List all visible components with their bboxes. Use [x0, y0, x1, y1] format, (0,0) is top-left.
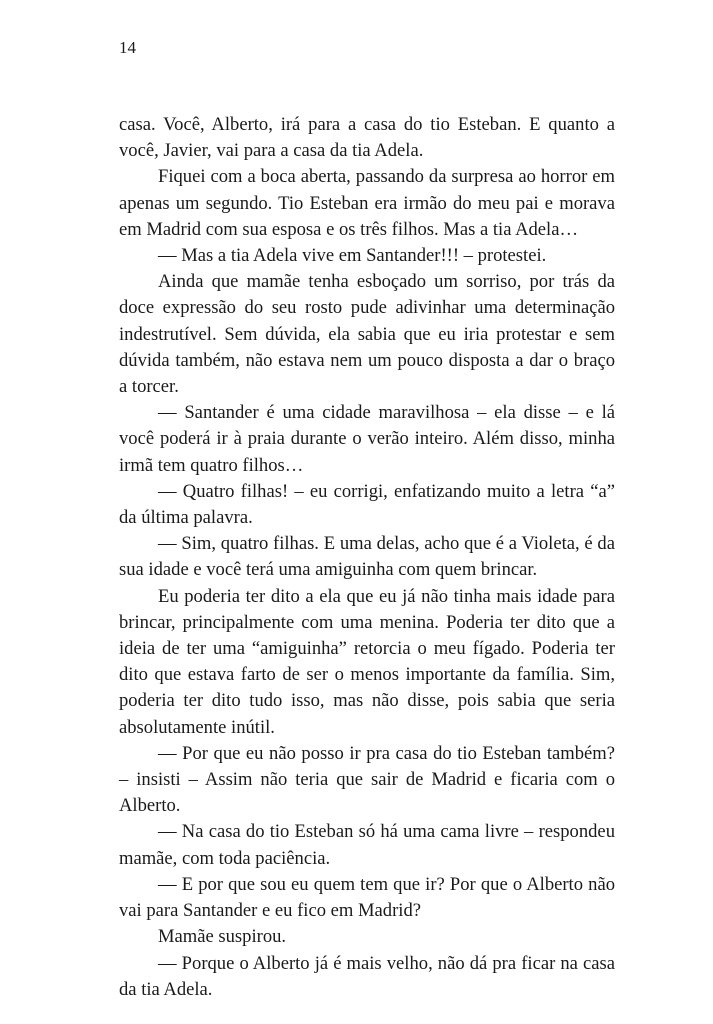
- paragraph: casa. Você, Alberto, irá para a casa do tio Esteban. E quanto a você, Javier, vai para a casa da tia Adela.: [119, 114, 615, 162]
- paragraph: — Porque o Alberto já é mais velho, não dá pra ficar na casa da tia Adela.: [119, 952, 615, 1000]
- paragraph: Eu poderia ter dito a ela que eu já não tinha mais idade para brincar, principalmente com uma menina. Poderia ter dito que a ideia de ter uma “amiguinha” retorcia o meu fígado. Poderia ter dito que estava farto de ser o menos importante da família. Sim, poderia ter dito tudo isso, mas não disse, pois sabia que seria absolutamente inútil.: [119, 585, 615, 738]
- paragraph: — Por que eu não posso ir pra casa do tio Esteban também? – insisti – Assim não teria que sair de Madrid e ficaria com o Alberto.: [119, 742, 615, 817]
- paragraph: Ainda que mamãe tenha esboçado um sorriso, por trás da doce expressão do seu rosto pude adivinhar uma determinação indestrutível. Sem dúvida, ela sabia que eu iria protestar e sem dúvida também, não estava nem um pouco disposta a dar o braço a torcer.: [119, 271, 615, 398]
- paragraph: — Mas a tia Adela vive em Santander!!! – protestei.: [158, 245, 547, 267]
- body-text: [119, 112, 615, 1003]
- page-number: 14: [119, 38, 136, 57]
- paragraph: Mamãe suspirou.: [158, 926, 287, 948]
- paragraph: — Santander é uma cidade maravilhosa – ela disse – e lá você poderá ir à praia durante o verão inteiro. Além disso, minha irmã tem quatro filhos…: [119, 402, 615, 476]
- paragraph: Fiquei com a boca aberta, passando da surpresa ao horror em apenas um segundo. Tio Esteban era irmão do meu pai e morava em Madrid com sua esposa e os três filhos. Mas a tia Adela…: [119, 166, 615, 240]
- paragraph: — Sim, quatro filhas. E uma delas, acho que é a Violeta, é da sua idade e você terá uma amiguinha com quem brincar.: [119, 533, 615, 581]
- paragraph: — Quatro filhas! – eu corrigi, enfatizando muito a letra “a” da última palavra.: [119, 480, 615, 529]
- paragraph: — E por que sou eu quem tem que ir? Por que o Alberto não vai para Santander e eu fico em Madrid?: [119, 873, 615, 922]
- paragraph: — Na casa do tio Esteban só há uma cama livre – respondeu mamãe, com toda paciência.: [119, 821, 615, 869]
